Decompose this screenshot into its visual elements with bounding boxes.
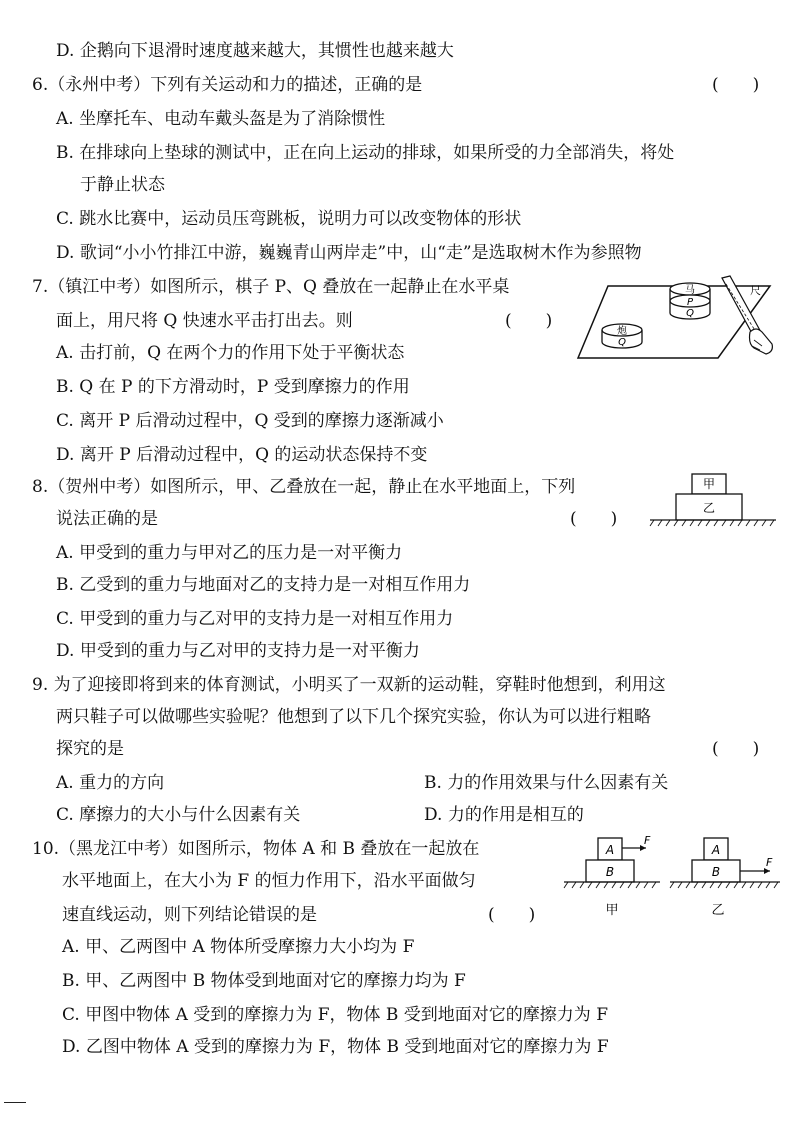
q10-option-d: D. 乙图中物体 A 受到的摩擦力为 F，物体 B 受到地面对它的摩擦力为 F [62, 1037, 609, 1057]
q7-figure [574, 274, 780, 364]
q10-yi-label-a: A [711, 843, 721, 857]
q6-option-b: B. 在排球向上垫球的测试中，正在向上运动的排球，如果所受的力全部消失，将处 [56, 143, 675, 163]
q9-option-c: C. 摩擦力的大小与什么因素有关 [56, 805, 301, 825]
q8-option-d: D. 甲受到的重力与乙对甲的支持力是一对平衡力 [56, 641, 420, 661]
q7-option-a: A. 击打前，Q 在两个力的作用下处于平衡状态 [56, 343, 405, 363]
q10-yi-label-f: F [766, 856, 773, 869]
q10-figure [560, 834, 786, 924]
q8-label-yi: 乙 [702, 501, 716, 515]
q5-option-d: D. 企鹅向下退滑时速度越来越大，其惯性也越来越大 [56, 41, 454, 61]
q7-option-b: B. Q 在 P 的下方滑动时，P 受到摩擦力的作用 [56, 377, 410, 397]
q8-option-b: B. 乙受到的重力与地面对乙的支持力是一对相互作用力 [56, 575, 471, 595]
q10-option-c: C. 甲图中物体 A 受到的摩擦力为 F，物体 B 受到地面对它的摩擦力为 F [62, 1005, 608, 1025]
q9-stem: 9. 为了迎接即将到来的体育测试，小明买了一双新的运动鞋，穿鞋时他想到，利用这 [32, 675, 666, 695]
q10-answer-blank[interactable]: ( ) [488, 905, 536, 925]
q8-option-c: C. 甲受到的重力与乙对甲的支持力是一对相互作用力 [56, 609, 454, 629]
q10-option-a: A. 甲、乙两图中 A 物体所受摩擦力大小均为 F [62, 937, 415, 957]
q10-caption-yi: 乙 [711, 903, 725, 918]
q9-stem-cont-1: 两只鞋子可以做哪些实验呢？他想到了以下几个探究实验，你认为可以进行粗略 [56, 707, 651, 727]
q7-hand [750, 329, 773, 354]
q7-piece-out-label: 炮 [617, 326, 627, 337]
q10-jia-label-f: F [644, 834, 651, 847]
q7-ruler-label: 尺 [750, 284, 761, 297]
q9-option-a: A. 重力的方向 [56, 773, 165, 793]
q9-option-d: D. 力的作用是相互的 [424, 805, 584, 825]
q6-stem: 6.（永州中考）下列有关运动和力的描述，正确的是 [32, 75, 423, 95]
q10-jia-label-a: A [605, 843, 615, 857]
q9-stem-cont-2: 探究的是 [56, 739, 124, 759]
q7-option-d: D. 离开 P 后滑动过程中，Q 的运动状态保持不变 [56, 445, 428, 465]
q7-label-q2: Q [618, 337, 626, 348]
q7-answer-blank[interactable]: ( ) [505, 311, 553, 331]
q8-answer-blank[interactable]: ( ) [570, 509, 618, 529]
q8-stem: 8.（贺州中考）如图所示，甲、乙叠放在一起，静止在水平地面上，下列 [32, 477, 576, 497]
q10-caption-jia: 甲 [605, 903, 619, 918]
q8-label-jia: 甲 [702, 477, 716, 491]
q10-stem: 10.（黑龙江中考）如图所示，物体 A 和 B 叠放在一起放在 [32, 839, 480, 859]
q8-option-a: A. 甲受到的重力与甲对乙的压力是一对平衡力 [56, 543, 403, 563]
q6-option-d: D. 歌词“小小竹排江中游，巍巍青山两岸走”中，山“走”是选取树木作为参照物 [56, 243, 642, 263]
q10-stem-cont-2: 速直线运动，则下列结论错误的是 [62, 905, 317, 925]
q6-option-c: C. 跳水比赛中，运动员压弯跳板，说明力可以改变物体的形状 [56, 209, 522, 229]
q8-figure [648, 470, 778, 530]
q10-stem-cont-1: 水平地面上，在大小为 F 的恒力作用下，沿水平面做匀 [62, 871, 476, 891]
q7-label-q: Q [686, 308, 694, 319]
q6-option-a: A. 坐摩托车、电动车戴头盔是为了消除惯性 [56, 109, 386, 129]
q10-yi-label-b: B [711, 865, 721, 879]
q10-option-b: B. 甲、乙两图中 B 物体受到地面对它的摩擦力均为 F [62, 971, 466, 991]
q7-stem-cont: 面上，用尺将 Q 快速水平击打出去。则 [56, 311, 353, 331]
q7-piece-top-label: 马 [685, 285, 695, 296]
q6-answer-blank[interactable]: ( ) [712, 75, 760, 95]
q10-jia-label-b: B [605, 865, 615, 879]
q9-answer-blank[interactable]: ( ) [712, 739, 760, 759]
q7-option-c: C. 离开 P 后滑动过程中，Q 受到的摩擦力逐渐减小 [56, 411, 444, 431]
q7-stem: 7.（镇江中考）如图所示，棋子 P、Q 叠放在一起静止在水平桌 [32, 277, 510, 297]
footer-rule [4, 1102, 26, 1103]
q7-label-p: P [686, 297, 694, 308]
q9-option-b: B. 力的作用效果与什么因素有关 [424, 773, 669, 793]
q6-option-b-cont: 于静止状态 [80, 175, 165, 195]
q8-stem-cont: 说法正确的是 [56, 509, 158, 529]
